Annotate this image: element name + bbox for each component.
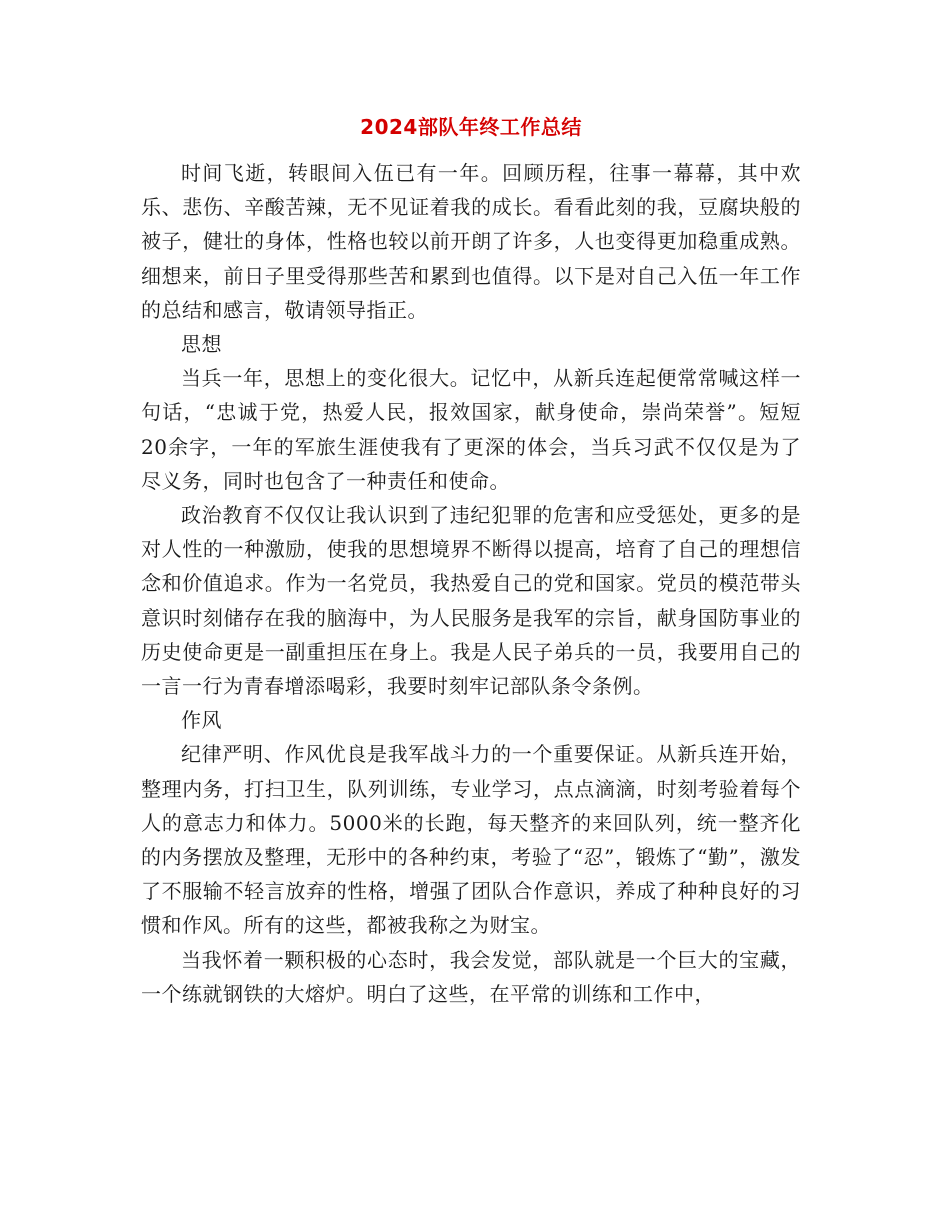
- section-heading-style: 作风: [181, 708, 222, 733]
- intro-paragraph: 时间飞逝，转眼间入伍已有一年。回顾历程，往事一幕幕，其中欢乐、悲伤、辛酸苦辣，无不见证着我的成长。看看此刻的我，豆腐块般的被子，健壮的身体，性格也较以前开朗了许多，人也变得更加稳重成熟。细想来，前日子里受得那些苦和累到也值得。以下是对自己入伍一年工作的总结和感言，敬请领导指正。: [141, 161, 801, 322]
- document-page: [141, 112, 801, 1011]
- style-paragraph-2: 当我怀着一颗积极的心态时，我会发觉，部队就是一个巨大的宝藏，一个练就钢铁的大熔炉。明白了这些，在平常的训练和工作中，: [141, 947, 801, 1006]
- section-heading-thought: 思想: [181, 332, 222, 357]
- thought-paragraph-1: 当兵一年，思想上的变化很大。记忆中，从新兵连起便常常喊这样一句话，“忠诚于党，热爱人民，报效国家，献身使命，崇尚荣誉”。短短20余字，一年的军旅生涯使我有了更深的体会，当兵习武不仅仅是为了尽义务，同时也包含了一种责任和使命。: [141, 366, 801, 493]
- thought-paragraph-2: 政治教育不仅仅让我认识到了违纪犯罪的危害和应受惩处，更多的是对人性的一种激励，使我的思想境界不断得以提高，培育了自己的理想信念和价值追求。作为一名党员，我热爱自己的党和国家。党员的模范带头意识时刻储存在我的脑海中，为人民服务是我军的宗旨，献身国防事业的历史使命更是一副重担压在身上。我是人民子弟兵的一员，我要用自己的一言一行为青春增添喝彩，我要时刻牢记部队条令条例。: [141, 503, 801, 699]
- document-title: 2024部队年终工作总结: [360, 115, 582, 139]
- style-paragraph-1: 纪律严明、作风优良是我军战斗力的一个重要保证。从新兵连开始，整理内务，打扫卫生，队列训练，专业学习，点点滴滴，时刻考验着每个人的意志力和体力。5000米的长跑，每天整齐的来回队列，统一整齐化的内务摆放及整理，无形中的各种约束，考验了“忍”，锻炼了“勤”，激发了不服输不轻言放弃的性格，增强了团队合作意识，养成了种种良好的习惯和作风。所有的这些，都被我称之为财宝。: [141, 742, 801, 938]
